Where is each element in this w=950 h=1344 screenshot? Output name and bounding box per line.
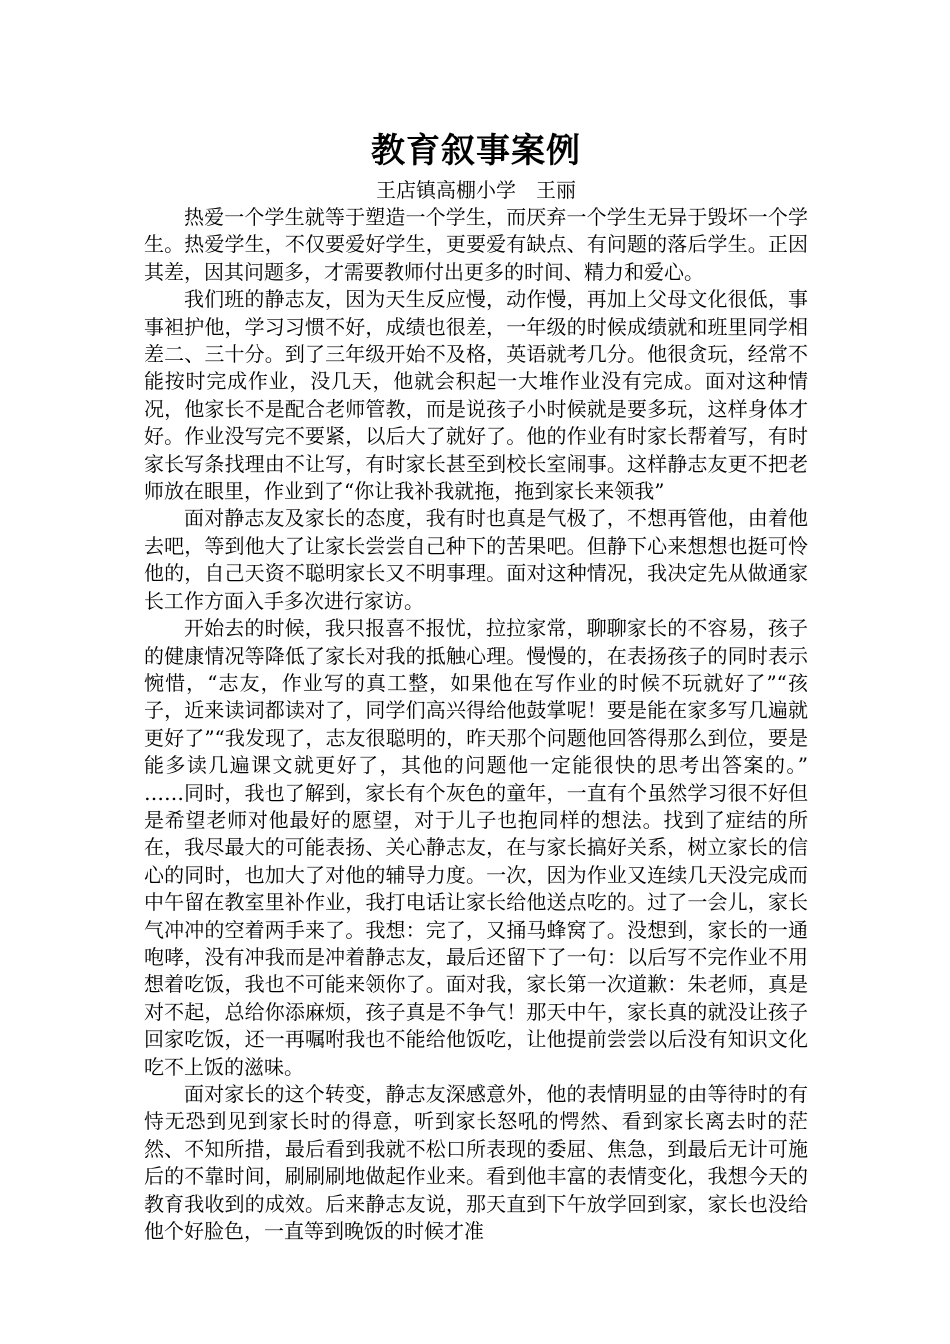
document-page: [144, 128, 808, 1245]
paragraph-2: 我们班的静志友，因为天生反应慢，动作慢，再加上父母文化很低，事事袒护他，学习习惯不好，成绩也很差，一年级的时候成绩就和班里同学相差二、三十分。到了三年级开始不及格，英语就考几分。他很贪玩，经常不能按时完成作业，没几天，他就会积起一大堆作业没有完成。面对这种情况，他家长不是配合老师管教，而是说孩子小时候就是要多玩，这样身体才好。作业没写完不要紧，以后大了就好了。他的作业有时家长帮着写，有时家长写条找理由不让写，有时家长甚至到校长室闹事。这样静志友更不把老师放在眼里，作业到了“你让我补我就拖，拖到家长来领我”: [144, 287, 808, 504]
paragraph-5: 面对家长的这个转变，静志友深感意外，他的表情明显的由等待时的有恃无恐到见到家长时的得意，听到家长怒吼的愕然、看到家长离去时的茫然、不知所措，最后看到我就不松口所表现的委屈、焦急，到最后无计可施后的不靠时间，刷刷刷地做起作业来。看到他丰富的表情变化，我想今天的教育我收到的成效。后来静志友说，那天直到下午放学回到家，家长也没给他个好脸色，一直等到晚饭的时候才准: [144, 1082, 808, 1244]
author-byline: 王店镇高棚小学 王丽: [376, 178, 576, 202]
paragraph-4: 开始去的时候，我只报喜不报忧，拉拉家常，聊聊家长的不容易，孩子的健康情况等降低了家长对我的抵触心理。慢慢的，在表扬孩子的同时表示惋惜，“志友，作业写的真工整，如果他在写作业的时候不玩就好了”“孩子，近来读词都读对了，同学们高兴得给他鼓掌呢！要是能在家多写几遍就更好了”“我发现了，志友很聪明的，昨天那个问题他回答得那么到位，要是能多读几遍课文就更好了，其他的问题他一定能很快的思考出答案的。” ……同时，我也了解到，家长有个灰色的童年，一直有个虽然学习很不好但是希望老师对他最好的愿望，对于儿子也抱同样的想法。找到了症结的所在，我尽最大的可能表扬、关心静志友，在与家长搞好关系，树立家长的信心的同时，也加大了对他的辅导力度。一次，因为作业又连续几天没完成而中午留在教室里补作业，我打电话让家长给他送点吃的。过了一会儿，家长气冲冲的空着两手来了。我想：完了，又捅马蜂窝了。没想到，家长的一通咆哮，没有冲我而是冲着静志友，最后还留下了一句：以后写不完作业不用想着吃饭，我也不可能来领你了。面对我，家长第一次道歉：朱老师，真是对不起，总给你添麻烦，孩子真是不争气！那天中午，家长真的就没让孩子回家吃饭，还一再嘱咐我也不能给他饭吃，让他提前尝尝以后没有知识文化吃不上饭的滋味。: [144, 616, 808, 1079]
paragraph-3: 面对静志友及家长的态度，我有时也真是气极了，不想再管他，由着他去吧，等到他大了让家长尝尝自己种下的苦果吧。但静下心来想想也挺可怜他的，自己天资不聪明家长又不明事理。面对这种情况，我决定先从做通家长工作方面入手多次进行家访。: [144, 506, 808, 613]
document-title: 教育叙事案例: [371, 131, 581, 171]
paragraph-1: 热爱一个学生就等于塑造一个学生，而厌弃一个学生无异于毁坏一个学生。热爱学生，不仅要爱好学生，更要爱有缺点、有问题的落后学生。正因其差，因其问题多，才需要教师付出更多的时间、精力和爱心。: [144, 205, 808, 284]
